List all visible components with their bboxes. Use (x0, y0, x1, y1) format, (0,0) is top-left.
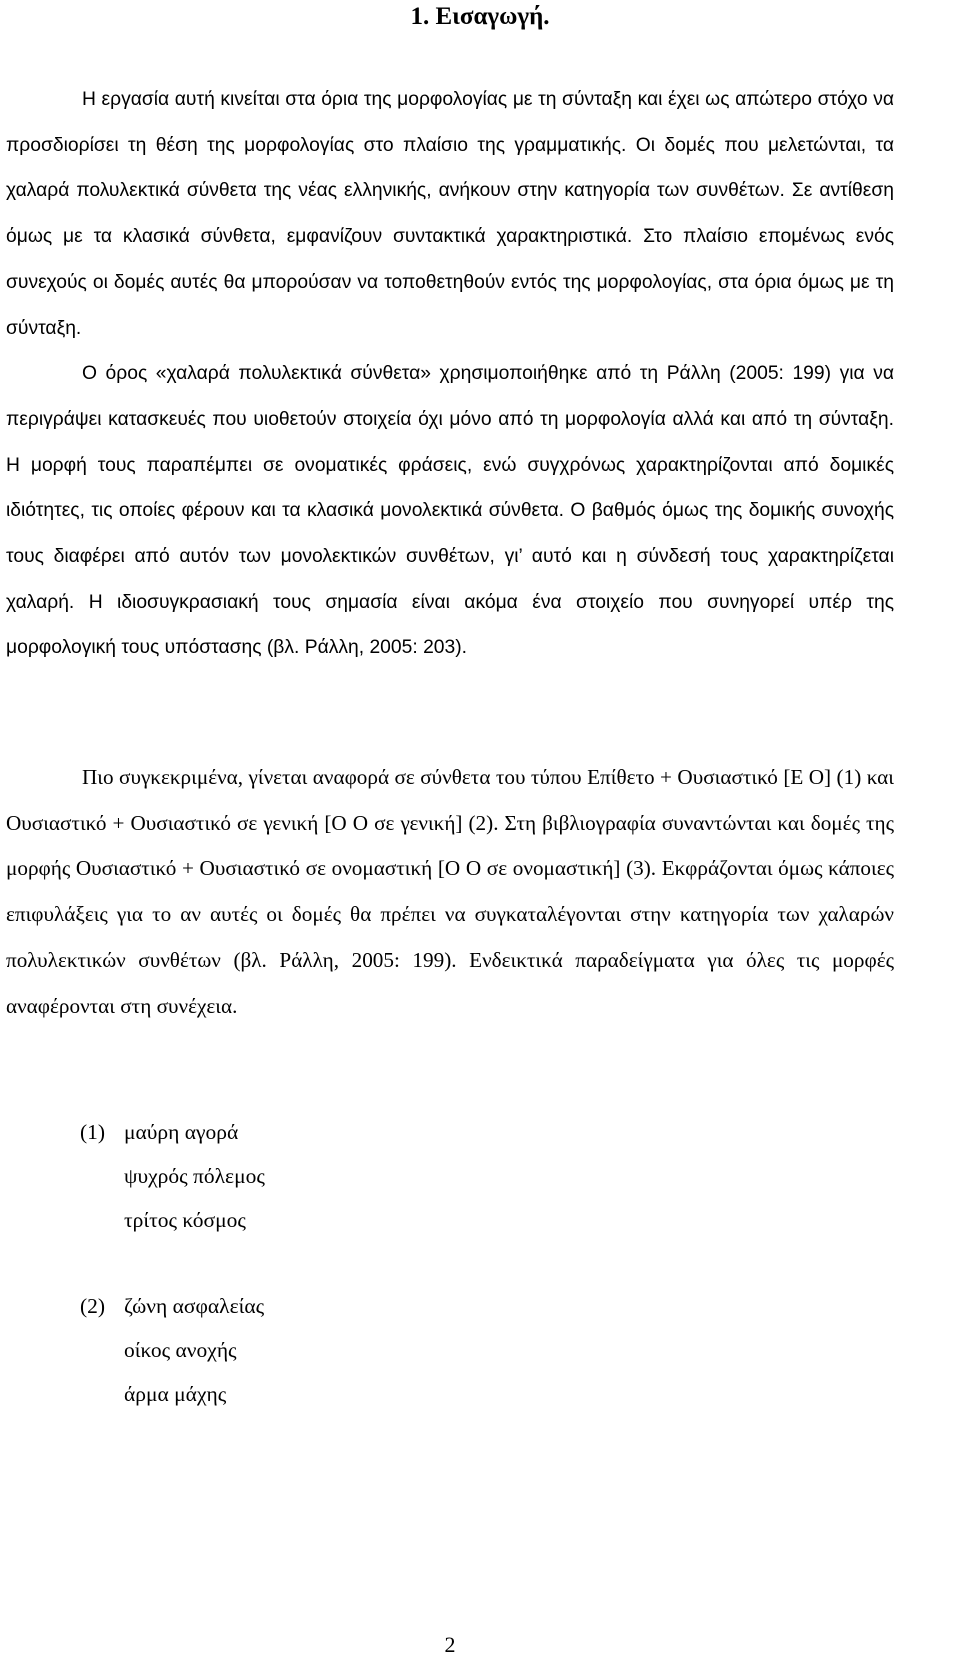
example-item: τρίτος κόσμος (124, 1208, 246, 1232)
example-item: οίκος ανοχής (124, 1338, 237, 1362)
example-number: (1) (80, 1120, 106, 1144)
example-number: (2) (80, 1294, 106, 1318)
examples-list (80, 1110, 680, 1424)
example-group-2 (80, 1284, 680, 1424)
page-number: 2 (444, 1632, 456, 1657)
example-item: μαύρη αγορά (124, 1120, 239, 1144)
paragraph: Η εργασία αυτή κινείται στα όρια της μορφολογίας με τη σύνταξη και έχει ως απώτερο στόχο να προσδιορίσει τη θέση της μορφολογίας στο πλαίσιο της γραμματικής. Οι δομές που μελετώνται, τα χαλαρά πολυλεκτικά σύνθετα της νέας ελληνικής, ανήκουν στην κατηγορία των συνθέτων. Σε αντίθεση όμως με τα κλασικά σύνθετα, εμφανίζουν συντακτικά χαρακτηριστικά. Στο πλαίσιο επομένως ενός συνεχούς οι δομές αυτές θα μπορούσαν να τοποθετηθούν εντός της μορφολογίας, στα όρια όμως με τη σύνταξη. (6, 89, 894, 339)
example-item: ψυχρός πόλεμος (124, 1164, 265, 1188)
example-group-1 (80, 1110, 680, 1250)
definition-text-block (6, 755, 894, 1029)
example-item: άρμα μάχης (124, 1382, 227, 1406)
example-item: ζώνη ασφαλείας (124, 1294, 265, 1318)
paragraph: Ο όρος «χαλαρά πολυλεκτικά σύνθετα» χρησιμοποιήθηκε από τη Ράλλη (2005: 199) για να περιγράψει κατασκευές που υιοθετούν στοιχεία όχι μόνο από τη μορφολογία αλλά και από τη σύνταξη. Η μορφή τους παραπέμπει σε ονοματικές φράσεις, ενώ συγχρόνως χαρακτηρίζονται από δομικές ιδιότητες, τις οποίες φέρουν και τα κλασικά μονολεκτικά σύνθετα. Ο βαθμός όμως της δομικής συνοχής τους διαφέρει από αυτόν των μονολεκτικών συνθέτων, γι’ αυτό και η σύνδεσή τους χαρακτηρίζεται χαλαρή. Η ιδιοσυγκρασιακή τους σημασία είναι ακόμα ένα στοιχείο που συνηγορεί υπέρ της μορφολογική τους υπόστασης (βλ. Ράλλη, 2005: 203). (6, 363, 894, 659)
paragraph: Πιο συγκεκριμένα, γίνεται αναφορά σε σύνθετα του τύπου Επίθετο + Ουσιαστικό [Ε Ο] (1) και Ουσιαστικό + Ουσιαστικό σε γενική [Ο Ο σε γενική] (2). Στη βιβλιογραφία συναντώνται και δομές της μορφής Ουσιαστικό + Ουσιαστικό σε ονομαστική [Ο Ο σε ονομαστική] (3). Εκφράζονται όμως κάποιες επιφυλάξεις για το αν αυτές οι δομές θα πρέπει να συγκαταλέγονται στην κατηγορία των χαλαρών πολυλεκτικών συνθέτων (βλ. Ράλλη, 2005: 199). Ενδεικτικά παραδείγματα για όλες τις μορφές αναφέρονται στη συνέχεια. (6, 765, 894, 1018)
intro-text-block (6, 77, 894, 671)
section-heading: 1. Εισαγωγή. (410, 3, 550, 30)
